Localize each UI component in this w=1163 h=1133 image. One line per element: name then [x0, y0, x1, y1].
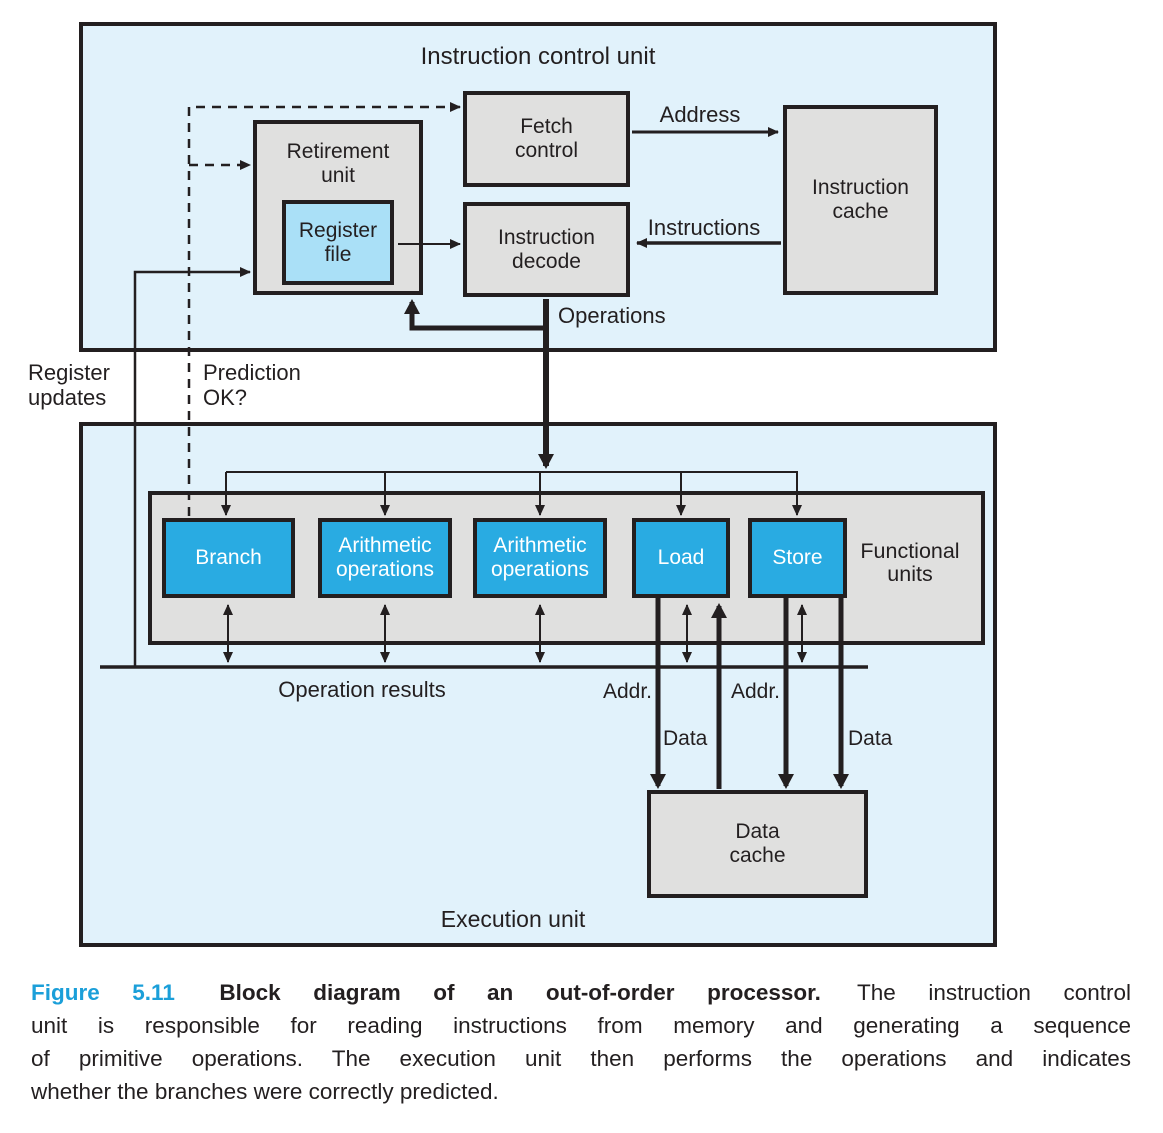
operation-results-label: Operation results [278, 677, 446, 702]
caption-line-2: unit is responsible for reading instructions from memory and generating a sequence [31, 1013, 1131, 1038]
retirement-unit-label: Retirement unit [286, 140, 390, 187]
figure-caption [31, 976, 1131, 1108]
address-label: Address [659, 102, 741, 127]
fetch-control-label: Fetch control [514, 115, 579, 162]
caption-line-1 [31, 976, 1131, 1009]
fetch-control-box [463, 91, 630, 187]
load-addr-label: Addr. [602, 680, 652, 703]
caption-line-1-text: The instruction control [857, 980, 1131, 1005]
store-addr-label: Addr. [730, 680, 780, 703]
store-data-label: Data [848, 727, 893, 750]
arithmetic-unit-2-label: Arithmetic operations [490, 534, 590, 581]
instruction-control-unit-title: Instruction control unit [420, 43, 656, 70]
prediction-ok-label: Prediction OK? [203, 360, 301, 410]
instruction-decode-box [463, 202, 630, 297]
instruction-decode-label: Instruction decode [498, 225, 595, 273]
instruction-cache-box [783, 105, 938, 295]
execution-unit-title: Execution unit [440, 906, 586, 932]
data-cache-box [647, 790, 868, 898]
branch-unit-box [162, 518, 295, 598]
branch-unit-label: Branch [195, 546, 262, 569]
instructions-label: Instructions [647, 215, 761, 240]
figure-number: Figure 5.11 [31, 980, 175, 1005]
load-data-label: Data [663, 727, 708, 750]
caption-bold-title: Block diagram of an out-of-order processor. [219, 980, 821, 1005]
register-file-label: Register file [298, 218, 378, 266]
arithmetic-unit-2-box [473, 518, 607, 598]
load-unit-label: Load [657, 546, 705, 569]
load-unit-box [632, 518, 730, 598]
functional-units-label: Functional units [860, 539, 960, 586]
register-file-box [282, 200, 394, 285]
caption-line-4: whether the branches were correctly predicted. [31, 1079, 499, 1104]
operations-label: Operations [558, 303, 666, 328]
data-cache-label: Data cache [729, 820, 786, 867]
arithmetic-unit-1-label: Arithmetic operations [335, 534, 435, 581]
arithmetic-unit-1-box [318, 518, 452, 598]
caption-line-3: of primitive operations. The execution unit then performs the operations and indicates [31, 1046, 1131, 1071]
store-unit-box [748, 518, 847, 598]
register-updates-label: Register updates [28, 360, 110, 410]
instruction-cache-label: Instruction cache [812, 176, 909, 223]
store-unit-label: Store [772, 546, 823, 569]
